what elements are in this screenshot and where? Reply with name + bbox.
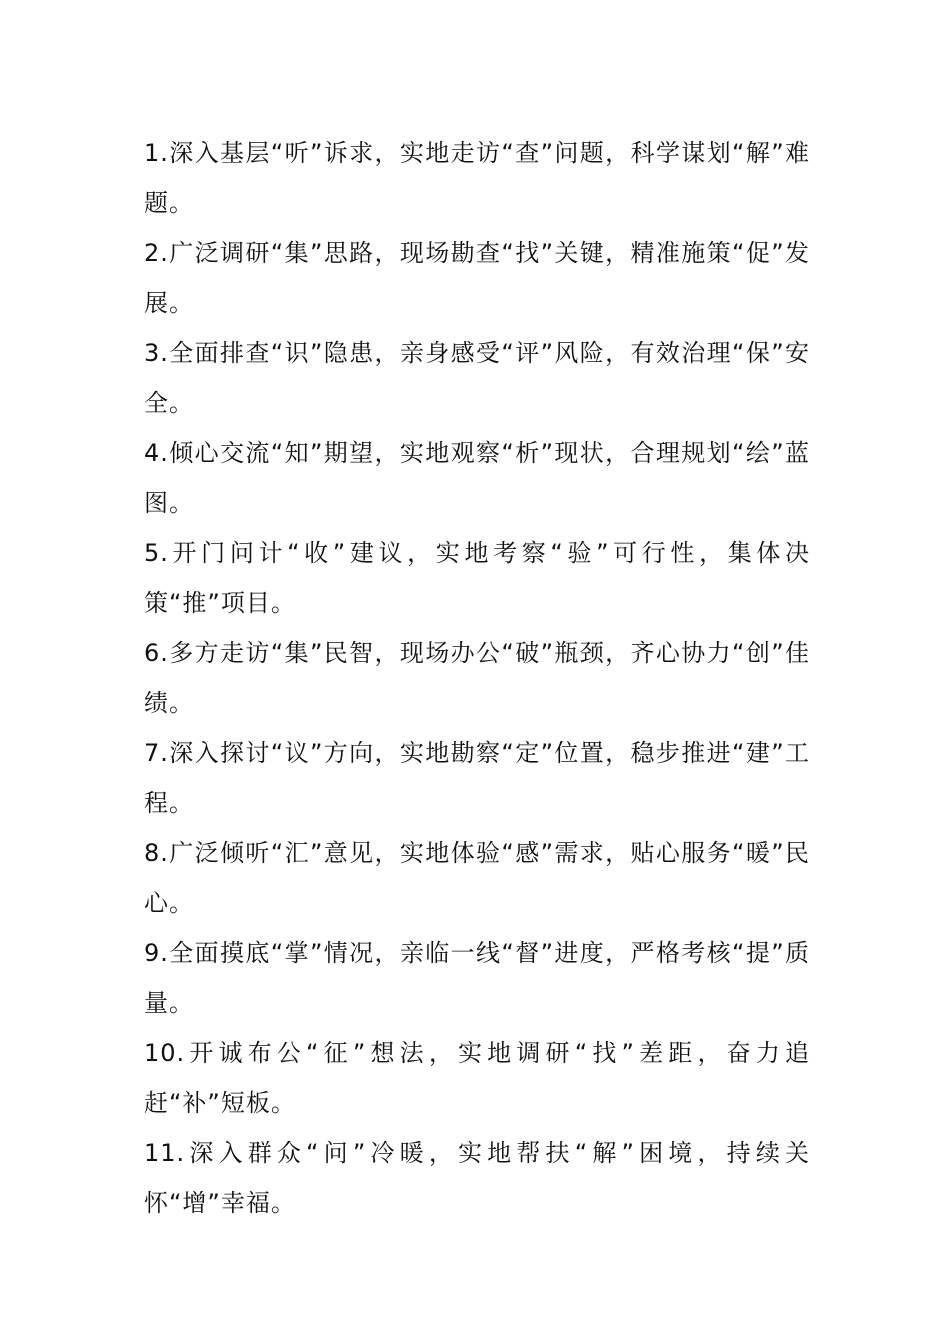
paragraph-5: 5.开门问计“收”建议，实地考察“验”可行性，集体决策“推”项目。 (144, 539, 810, 617)
document-body (144, 128, 810, 1228)
paragraph-8: 8.广泛倾听“汇”意见，实地体验“感”需求，贴心服务“暖”民心。 (144, 839, 810, 917)
paragraph-3: 3.全面排查“识”隐患，亲身感受“评”风险，有效治理“保”安全。 (144, 339, 810, 417)
paragraph-9: 9.全面摸底“掌”情况，亲临一线“督”进度，严格考核“提”质量。 (144, 939, 810, 1017)
paragraph-10: 10.开诚布公“征”想法，实地调研“找”差距，奋力追赶“补”短板。 (144, 1039, 810, 1117)
paragraph-1: 1.深入基层“听”诉求，实地走访“查”问题，科学谋划“解”难题。 (144, 139, 810, 217)
paragraph-2: 2.广泛调研“集”思路，现场勘查“找”关键，精准施策“促”发展。 (144, 239, 810, 317)
paragraph-6: 6.多方走访“集”民智，现场办公“破”瓶颈，齐心协力“创”佳绩。 (144, 639, 810, 717)
paragraph-7: 7.深入探讨“议”方向，实地勘察“定”位置，稳步推进“建”工程。 (144, 739, 810, 817)
paragraph-4: 4.倾心交流“知”期望，实地观察“析”现状，合理规划“绘”蓝图。 (144, 439, 810, 517)
paragraph-11: 11.深入群众“问”冷暖，实地帮扶“解”困境，持续关怀“增”幸福。 (144, 1139, 810, 1217)
